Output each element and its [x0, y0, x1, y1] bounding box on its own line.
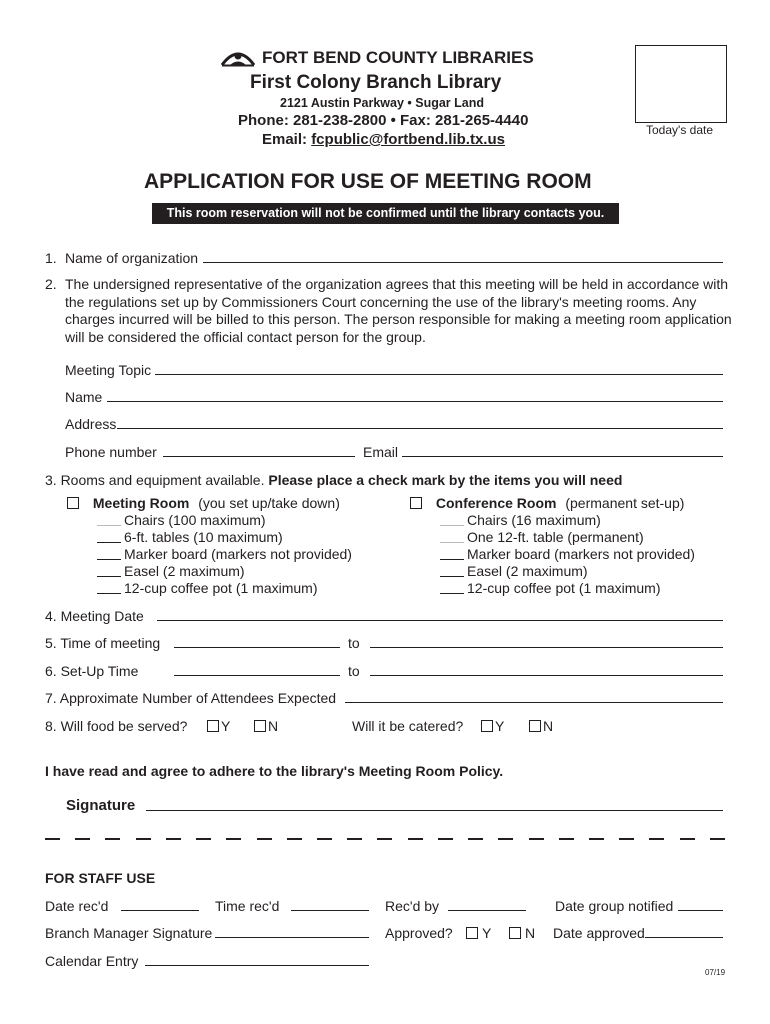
conference-room-item[interactable] [440, 563, 588, 579]
conference-room-title: Conference Room [435, 495, 557, 511]
date-recd-label: Date rec'd [45, 898, 109, 914]
conference-room-item[interactable] [440, 529, 644, 545]
address-field[interactable] [117, 428, 723, 429]
approved-yes-checkbox[interactable] [466, 927, 478, 939]
email-label: Email: [262, 131, 308, 148]
item-check-line[interactable] [97, 547, 121, 560]
catered-no-option[interactable] [529, 718, 553, 734]
no-label: N [543, 718, 554, 734]
approved-label: Approved? [385, 925, 453, 941]
item-check-line[interactable] [440, 581, 464, 594]
setup-time-label: 6. Set-Up Time [45, 663, 139, 679]
q1-number: 1. [45, 250, 57, 266]
no-label: N [268, 718, 279, 734]
item-label: Chairs (100 maximum) [124, 512, 266, 528]
staff-use-heading: FOR STAFF USE [45, 870, 156, 886]
phone-label: Phone number [65, 444, 157, 460]
date-group-notified-label: Date group notified [555, 898, 674, 914]
name-field[interactable] [107, 401, 723, 402]
food-yes-checkbox[interactable] [207, 720, 219, 732]
meeting-topic-field[interactable] [155, 374, 723, 375]
setup-start-field[interactable] [174, 675, 340, 676]
item-label: Marker board (markers not provided) [467, 546, 695, 562]
branch-manager-signature-label: Branch Manager Signature [45, 925, 213, 941]
phone-fax: Phone: 281-238-2800 • Fax: 281-265-4440 [238, 112, 529, 129]
item-check-line[interactable] [97, 530, 121, 543]
conference-room-item[interactable] [440, 580, 661, 596]
organization-name-field[interactable] [203, 262, 723, 263]
todays-date-box[interactable] [635, 45, 727, 123]
conference-room-item[interactable] [440, 512, 601, 528]
date-approved-label: Date approved [553, 925, 645, 941]
item-label: One 12-ft. table (permanent) [467, 529, 644, 545]
policy-agreement: I have read and agree to adhere to the library's Meeting Room Policy. [45, 763, 504, 779]
conference-room-option[interactable] [410, 495, 684, 511]
item-label: 12-cup coffee pot (1 maximum) [467, 580, 661, 596]
date-recd-field[interactable] [121, 910, 199, 911]
no-label: N [525, 925, 536, 941]
branch-name: First Colony Branch Library [250, 72, 502, 93]
email-link[interactable]: fcpublic@fortbend.lib.tx.us [311, 131, 505, 148]
signature-field[interactable] [146, 810, 723, 811]
meeting-start-field[interactable] [174, 647, 340, 648]
attendees-field[interactable] [345, 702, 723, 703]
item-label: 12-cup coffee pot (1 maximum) [124, 580, 318, 596]
recd-by-label: Rec'd by [385, 898, 440, 914]
food-no-checkbox[interactable] [254, 720, 266, 732]
meeting-topic-label: Meeting Topic [65, 362, 152, 378]
library-logo-icon [220, 47, 256, 72]
meeting-date-label: 4. Meeting Date [45, 608, 144, 624]
email-field-label: Email [363, 444, 399, 460]
meeting-room-option[interactable] [67, 495, 340, 511]
approved-yes-option[interactable] [466, 925, 491, 941]
branch-manager-signature-field[interactable] [215, 937, 369, 938]
catered-yes-checkbox[interactable] [481, 720, 493, 732]
conference-room-item[interactable] [440, 546, 695, 562]
item-label: Marker board (markers not provided) [124, 546, 352, 562]
setup-end-field[interactable] [370, 675, 723, 676]
conference-room-checkbox[interactable] [410, 497, 422, 509]
yes-label: Y [495, 718, 505, 734]
q3-label [45, 472, 622, 488]
item-check-line[interactable] [97, 581, 121, 594]
recd-by-field[interactable] [448, 910, 526, 911]
q2-number: 2. [45, 276, 57, 292]
form-code: 07/19 [705, 968, 726, 977]
yes-label: Y [221, 718, 231, 734]
meeting-room-item[interactable] [97, 529, 283, 545]
confirmation-banner: This room reservation will not be confirmed until the library contacts you. [152, 203, 619, 224]
meeting-room-item[interactable] [97, 512, 266, 528]
food-served-label: 8. Will food be served? [45, 718, 188, 734]
catered-no-checkbox[interactable] [529, 720, 541, 732]
calendar-entry-label: Calendar Entry [45, 953, 139, 969]
q3-instruction: Please place a check mark by the items you will need [268, 472, 623, 488]
time-recd-field[interactable] [291, 910, 369, 911]
meeting-room-title: Meeting Room [92, 495, 190, 511]
phone-field[interactable] [163, 456, 355, 457]
signature-label: Signature [66, 797, 136, 814]
conference-room-note: (permanent set-up) [565, 495, 685, 511]
time-of-meeting-label: 5. Time of meeting [45, 635, 161, 651]
item-check-line[interactable] [440, 564, 464, 577]
org-name: FORT BEND COUNTY LIBRARIES [262, 48, 534, 67]
todays-date-label: Today's date [646, 123, 714, 137]
meeting-room-note: (you set up/take down) [198, 495, 340, 511]
approved-no-option[interactable] [509, 925, 535, 941]
item-check-line[interactable] [440, 513, 464, 526]
item-check-line[interactable] [97, 513, 121, 526]
item-label: Easel (2 maximum) [467, 563, 588, 579]
item-check-line[interactable] [440, 547, 464, 560]
meeting-room-item[interactable] [97, 580, 318, 596]
date-approved-field[interactable] [645, 937, 723, 938]
food-yes-option[interactable] [207, 718, 230, 734]
approved-no-checkbox[interactable] [509, 927, 521, 939]
email-field[interactable] [402, 456, 723, 457]
to-label: to [348, 635, 360, 651]
item-label: Chairs (16 maximum) [467, 512, 601, 528]
meeting-room-item[interactable] [97, 546, 352, 562]
branch-address: 2121 Austin Parkway • Sugar Land [280, 96, 484, 110]
address-label: Address [65, 416, 117, 432]
date-group-notified-field[interactable] [678, 910, 723, 911]
food-no-option[interactable] [254, 718, 278, 734]
q2-text: The undersigned representative of the organization agrees that this meeting will be held in accordance with the regulations set up by Commissioners Court concerning the use of the library's meeting rooms. Any charges incurred will be billed to this person. The person responsible for making a meeting room application will be considered the official contact person for the group. [65, 276, 732, 345]
meeting-date-field[interactable] [157, 620, 723, 621]
catered-yes-option[interactable] [481, 718, 504, 734]
calendar-entry-field[interactable] [145, 965, 369, 966]
meeting-room-checkbox[interactable] [67, 497, 79, 509]
meeting-end-field[interactable] [370, 647, 723, 648]
item-check-line[interactable] [440, 530, 464, 543]
yes-label: Y [482, 925, 492, 941]
item-label: Easel (2 maximum) [124, 563, 245, 579]
page-title: APPLICATION FOR USE OF MEETING ROOM [144, 170, 592, 193]
item-check-line[interactable] [97, 564, 121, 577]
to-label: to [348, 663, 360, 679]
attendees-label: 7. Approximate Number of Attendees Expected [45, 690, 337, 706]
q1-label: Name of organization [65, 250, 199, 266]
meeting-room-item[interactable] [97, 563, 245, 579]
catered-label: Will it be catered? [352, 718, 464, 734]
q3-intro: 3. Rooms and equipment available. [45, 472, 265, 488]
cut-line [45, 838, 725, 840]
time-recd-label: Time rec'd [215, 898, 280, 914]
name-label: Name [65, 389, 103, 405]
email-line [262, 131, 505, 148]
item-label: 6-ft. tables (10 maximum) [124, 529, 283, 545]
